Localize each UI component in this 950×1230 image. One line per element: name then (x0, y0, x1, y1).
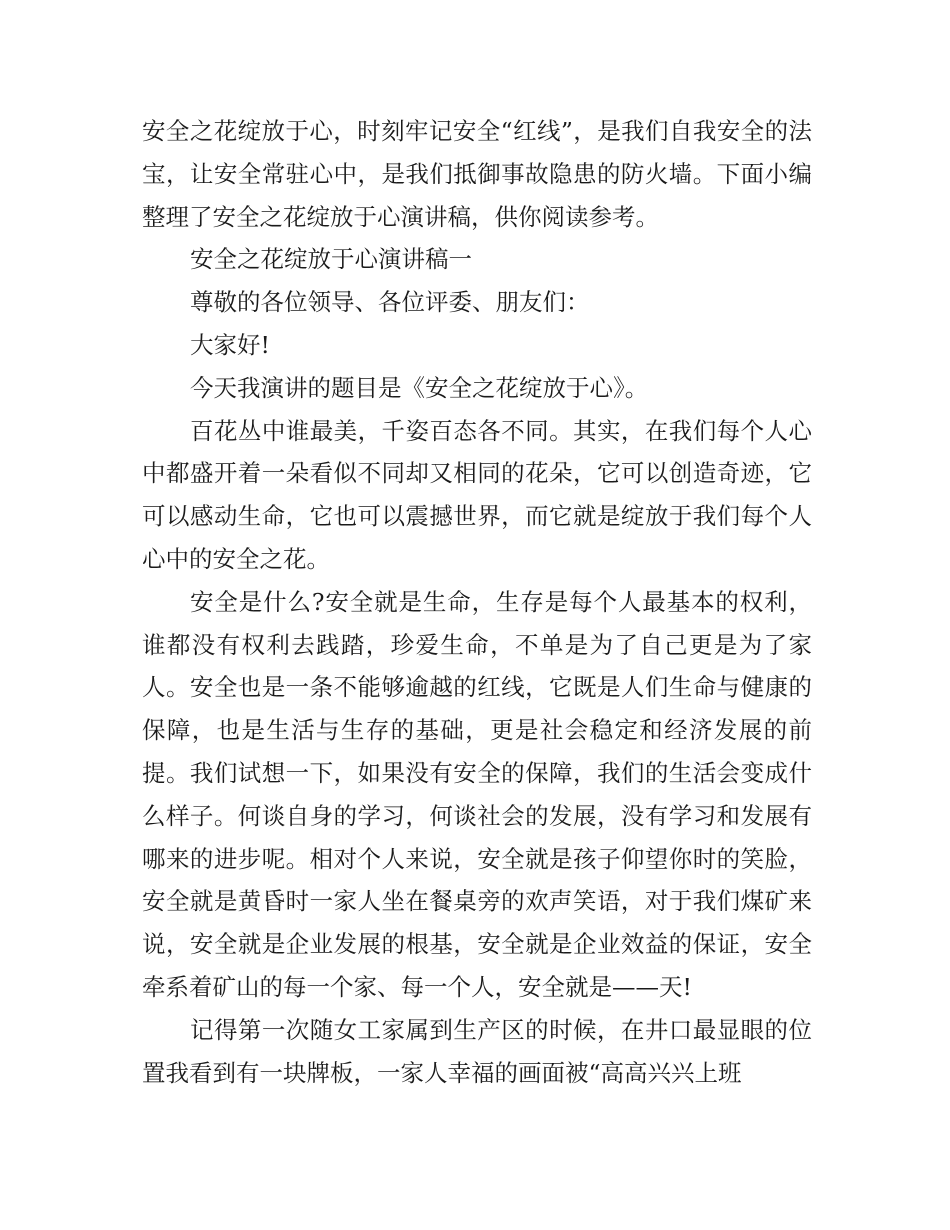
greeting: 大家好! (190, 330, 270, 359)
topic-paragraph: 今天我演讲的题目是《安全之花绽放于心》。 (190, 373, 649, 402)
salutation: 尊敬的各位领导、各位评委、朋友们： (190, 288, 590, 317)
intro-paragraph: 安全之花绽放于心，时刻牢记安全“红线”，是我们自我安全的法宝，让安全常驻心中，是我们抵御事故隐患的防火墙。下面小编整理了安全之花绽放于心演讲稿，供你阅读参考。 (142, 117, 812, 231)
body-paragraph: 记得第一次随女工家属到生产区的时候，在井口最显眼的位置我看到有一块牌板，一家人幸福的画面被“高高兴兴上班 (142, 1015, 812, 1087)
speech-title: 安全之花绽放于心演讲稿一 (190, 245, 472, 274)
document-body (142, 110, 812, 1094)
body-paragraph: 百花丛中谁最美，千姿百态各不同。其实，在我们每个人心中都盛开着一朵看似不同却又相同的花朵，它可以创造奇迹，它可以感动生命，它也可以震撼世界，而它就是绽放于我们每个人心中的安全之花。 (142, 416, 812, 573)
body-paragraph: 安全是什么?安全就是生命，生存是每个人最基本的权利，谁都没有权利去践踏，珍爱生命，不单是为了自己更是为了家人。安全也是一条不能够逾越的红线，它既是人们生命与健康的保障，也是生活与生存的基础，更是社会稳定和经济发展的前提。我们试想一下，如果没有安全的保障，我们的生活会变成什么样子。何谈自身的学习，何谈社会的发展，没有学习和发展有哪来的进步呢。相对个人来说，安全就是孩子仰望你时的笑脸，安全就是黄昏时一家人坐在餐桌旁的欢声笑语，对于我们煤矿来说，安全就是企业发展的根基，安全就是企业效益的保证，安全牵系着矿山的每一个家、每一个人，安全就是——天! (142, 587, 812, 1001)
